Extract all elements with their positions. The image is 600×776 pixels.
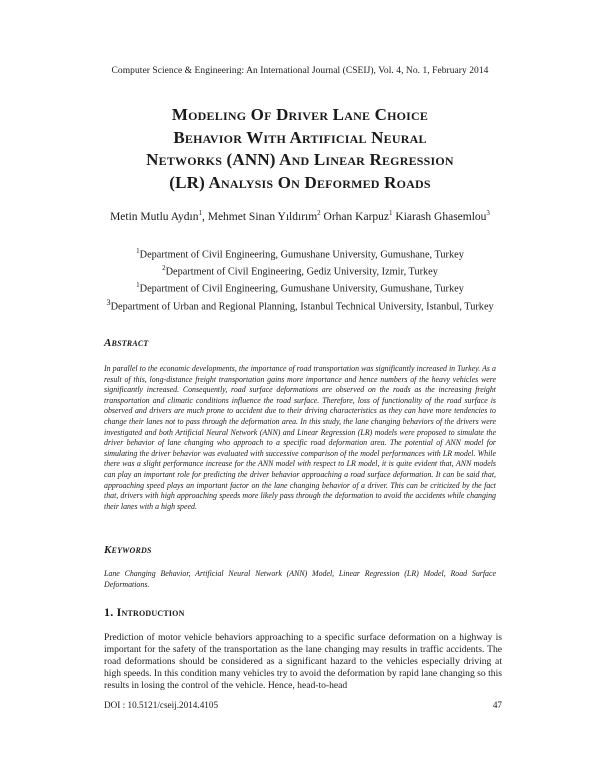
author-affiliation-marker: 1 bbox=[198, 209, 202, 217]
title-line: Behavior With Artificial Neural bbox=[173, 127, 427, 147]
affiliation-text: Department of Civil Engineering, Gumushane University, Gumushane, Turkey bbox=[139, 249, 464, 261]
author-name: Orhan Karpuz bbox=[320, 210, 390, 223]
affiliation-text: Department of Civil Engineering, Gediz University, Izmir, Turkey bbox=[165, 266, 438, 278]
title-line: Modeling Of Driver Lane Choice bbox=[171, 105, 429, 124]
affiliation-marker: 3 bbox=[106, 296, 111, 307]
affiliation bbox=[95, 296, 505, 314]
affiliation-text: Department of Urban and Regional Planning, Istanbul Technical University, Istanbul, Turkey bbox=[110, 301, 494, 313]
keywords-text: Lane Changing Behavior, Artificial Neural Network (ANN) Model, Linear Regression (LR) Model, Road Surface Deformations. bbox=[104, 569, 496, 589]
author-list bbox=[95, 206, 505, 225]
affiliation-marker: 2 bbox=[162, 263, 166, 272]
doi-label: DOI : 10.5121/cseij.2014.4105 bbox=[104, 700, 219, 710]
affiliation bbox=[95, 245, 505, 262]
abstract-heading: Abstract bbox=[104, 337, 149, 349]
introduction-text: Prediction of motor vehicle behaviors approaching to a specific surface deformation on a highway is important for the safety of the transportation as the lane changing may results in traffic accidents. The road deformations should be considered as a significant hazard to the vehicles especially driving at high speeds. In this condition many vehicles try to avoid the deformation by rapid lane changing so this results in losing the control of the vehicle. Hence, head-to-head bbox=[104, 632, 502, 691]
affiliation-marker: 1 bbox=[136, 247, 140, 255]
title-line: Networks (ANN) And Linear Regression bbox=[146, 150, 454, 169]
author-affiliation-marker: 1 bbox=[389, 209, 393, 217]
author-name: Kiarash Ghasemlou bbox=[392, 210, 487, 223]
introduction-heading: 1. Introduction bbox=[104, 605, 185, 619]
affiliation-list bbox=[95, 245, 505, 314]
keywords-heading: Keywords bbox=[104, 544, 152, 556]
paper-title bbox=[60, 104, 540, 194]
affiliation-marker: 1 bbox=[136, 280, 140, 289]
author-name: Metin Mutlu Aydın bbox=[110, 210, 199, 223]
title-line: (LR) Analysis On Deformed Roads bbox=[169, 172, 431, 192]
page-number: 47 bbox=[492, 700, 502, 710]
affiliation bbox=[95, 262, 505, 279]
running-head: Computer Science & Engineering: An International Journal (CSEIJ), Vol. 4, No. 1, February 2014 bbox=[111, 66, 489, 76]
author-affiliation-marker: 2 bbox=[317, 209, 321, 217]
author-name: , Mehmet Sinan Yıldırım bbox=[201, 210, 318, 223]
affiliation bbox=[95, 279, 505, 296]
abstract-text: In parallel to the economic developments, the importance of road transportation was significantly increased in Turkey. As a result of this, long-distance freight transportation gains more importance and hence numbers of the heavy vehicles were significantly increased. Consequently, road surface deformations are observed on the roads as the increasing freight transportation and climatic conditions influence the road surface. Therefore, loss of functionality of the road surface is observed and drivers are much prone to accident due to their driving characteristics as they can have more tendencies to change their lanes not to pass through the deformation area. In this study, the lane changing behaviors of the drivers were investigated and both Artificial Neural Network (ANN) and Linear Regression (LR) models were proposed to simulate the driver behavior of lane changing who approach to a specific road deformation area. The potential of ANN model for simulating the driver behavior was evaluated with successive comparison of the model performances with LR model. While there was a slight performance increase for the ANN model with respect to LR model, it is quite evident that, ANN models can play an important role for predicting the driver behavior approaching a road surface deformation. It can be said that, approaching speed plays an important factor on the lane changing behavior of a driver. This can be criticized by the fact that, drivers with high approaching speeds more likely pass through the deformation to avoid the accidents while changing their lanes with a high speed. bbox=[104, 364, 496, 511]
affiliation-text: Department of Civil Engineering, Gumushane University, Gumushane, Turkey bbox=[139, 283, 464, 295]
author-affiliation-marker: 3 bbox=[486, 209, 490, 217]
